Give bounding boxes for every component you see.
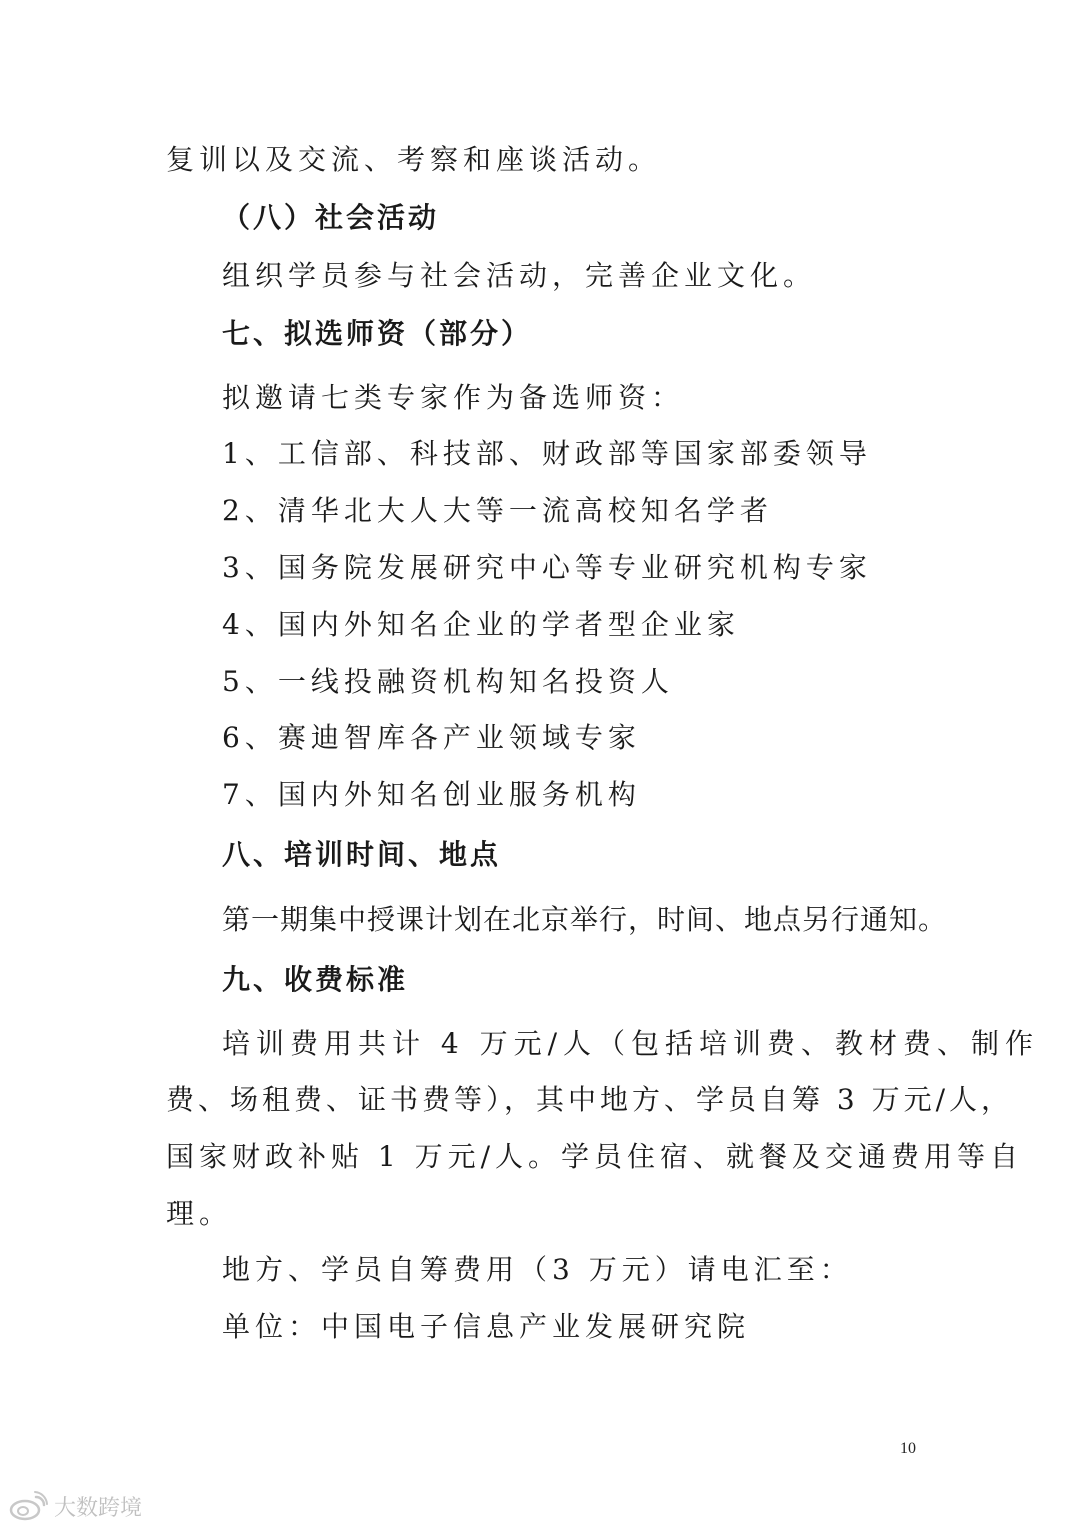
- paragraph-line: 复训以及交流、考察和座谈活动。: [166, 143, 662, 176]
- list-item: 2、清华北大人大等一流高校知名学者: [222, 494, 773, 527]
- paragraph-line: 组织学员参与社会活动，完善企业文化。: [222, 259, 817, 292]
- paragraph-line: 国家财政补贴 1 万元/人。学员住宿、就餐及交通费用等自: [166, 1140, 1024, 1173]
- paragraph-line: 培训费用共计 4 万元/人（包括培训费、教材费、制作: [222, 1027, 1040, 1060]
- paragraph-line: 单位：中国电子信息产业发展研究院: [222, 1310, 751, 1343]
- paragraph-line: 地方、学员自筹费用（3 万元）请电汇至：: [222, 1253, 853, 1286]
- weibo-logo-icon: [8, 1491, 48, 1521]
- list-item: 4、国内外知名企业的学者型企业家: [222, 608, 740, 641]
- page-number: 10: [900, 1440, 916, 1457]
- list-item: 6、赛迪智库各产业领域专家: [222, 721, 641, 754]
- list-item: 3、国务院发展研究中心等专业研究机构专家: [222, 551, 872, 584]
- paragraph-line: 第一期集中授课计划在北京举行，时间、地点另行通知。: [222, 903, 948, 936]
- watermark: [8, 1488, 142, 1524]
- section-heading: 七、拟选师资（部分）: [222, 317, 533, 350]
- paragraph-line: 理。: [166, 1197, 233, 1230]
- section-heading: （八）社会活动: [222, 201, 440, 234]
- paragraph-line: 费、场租费、证书费等），其中地方、学员自筹 3 万元/人，: [166, 1083, 1014, 1116]
- paragraph-line: 拟邀请七类专家作为备选师资：: [222, 381, 685, 414]
- list-item: 1、工信部、科技部、财政部等国家部委领导: [222, 437, 872, 470]
- list-item: 7、国内外知名创业服务机构: [222, 778, 641, 811]
- section-heading: 八、培训时间、地点: [222, 838, 502, 871]
- list-item: 5、一线投融资机构知名投资人: [222, 665, 674, 698]
- watermark-text: 大数跨境: [54, 1495, 143, 1521]
- section-heading: 九、收费标准: [222, 963, 409, 996]
